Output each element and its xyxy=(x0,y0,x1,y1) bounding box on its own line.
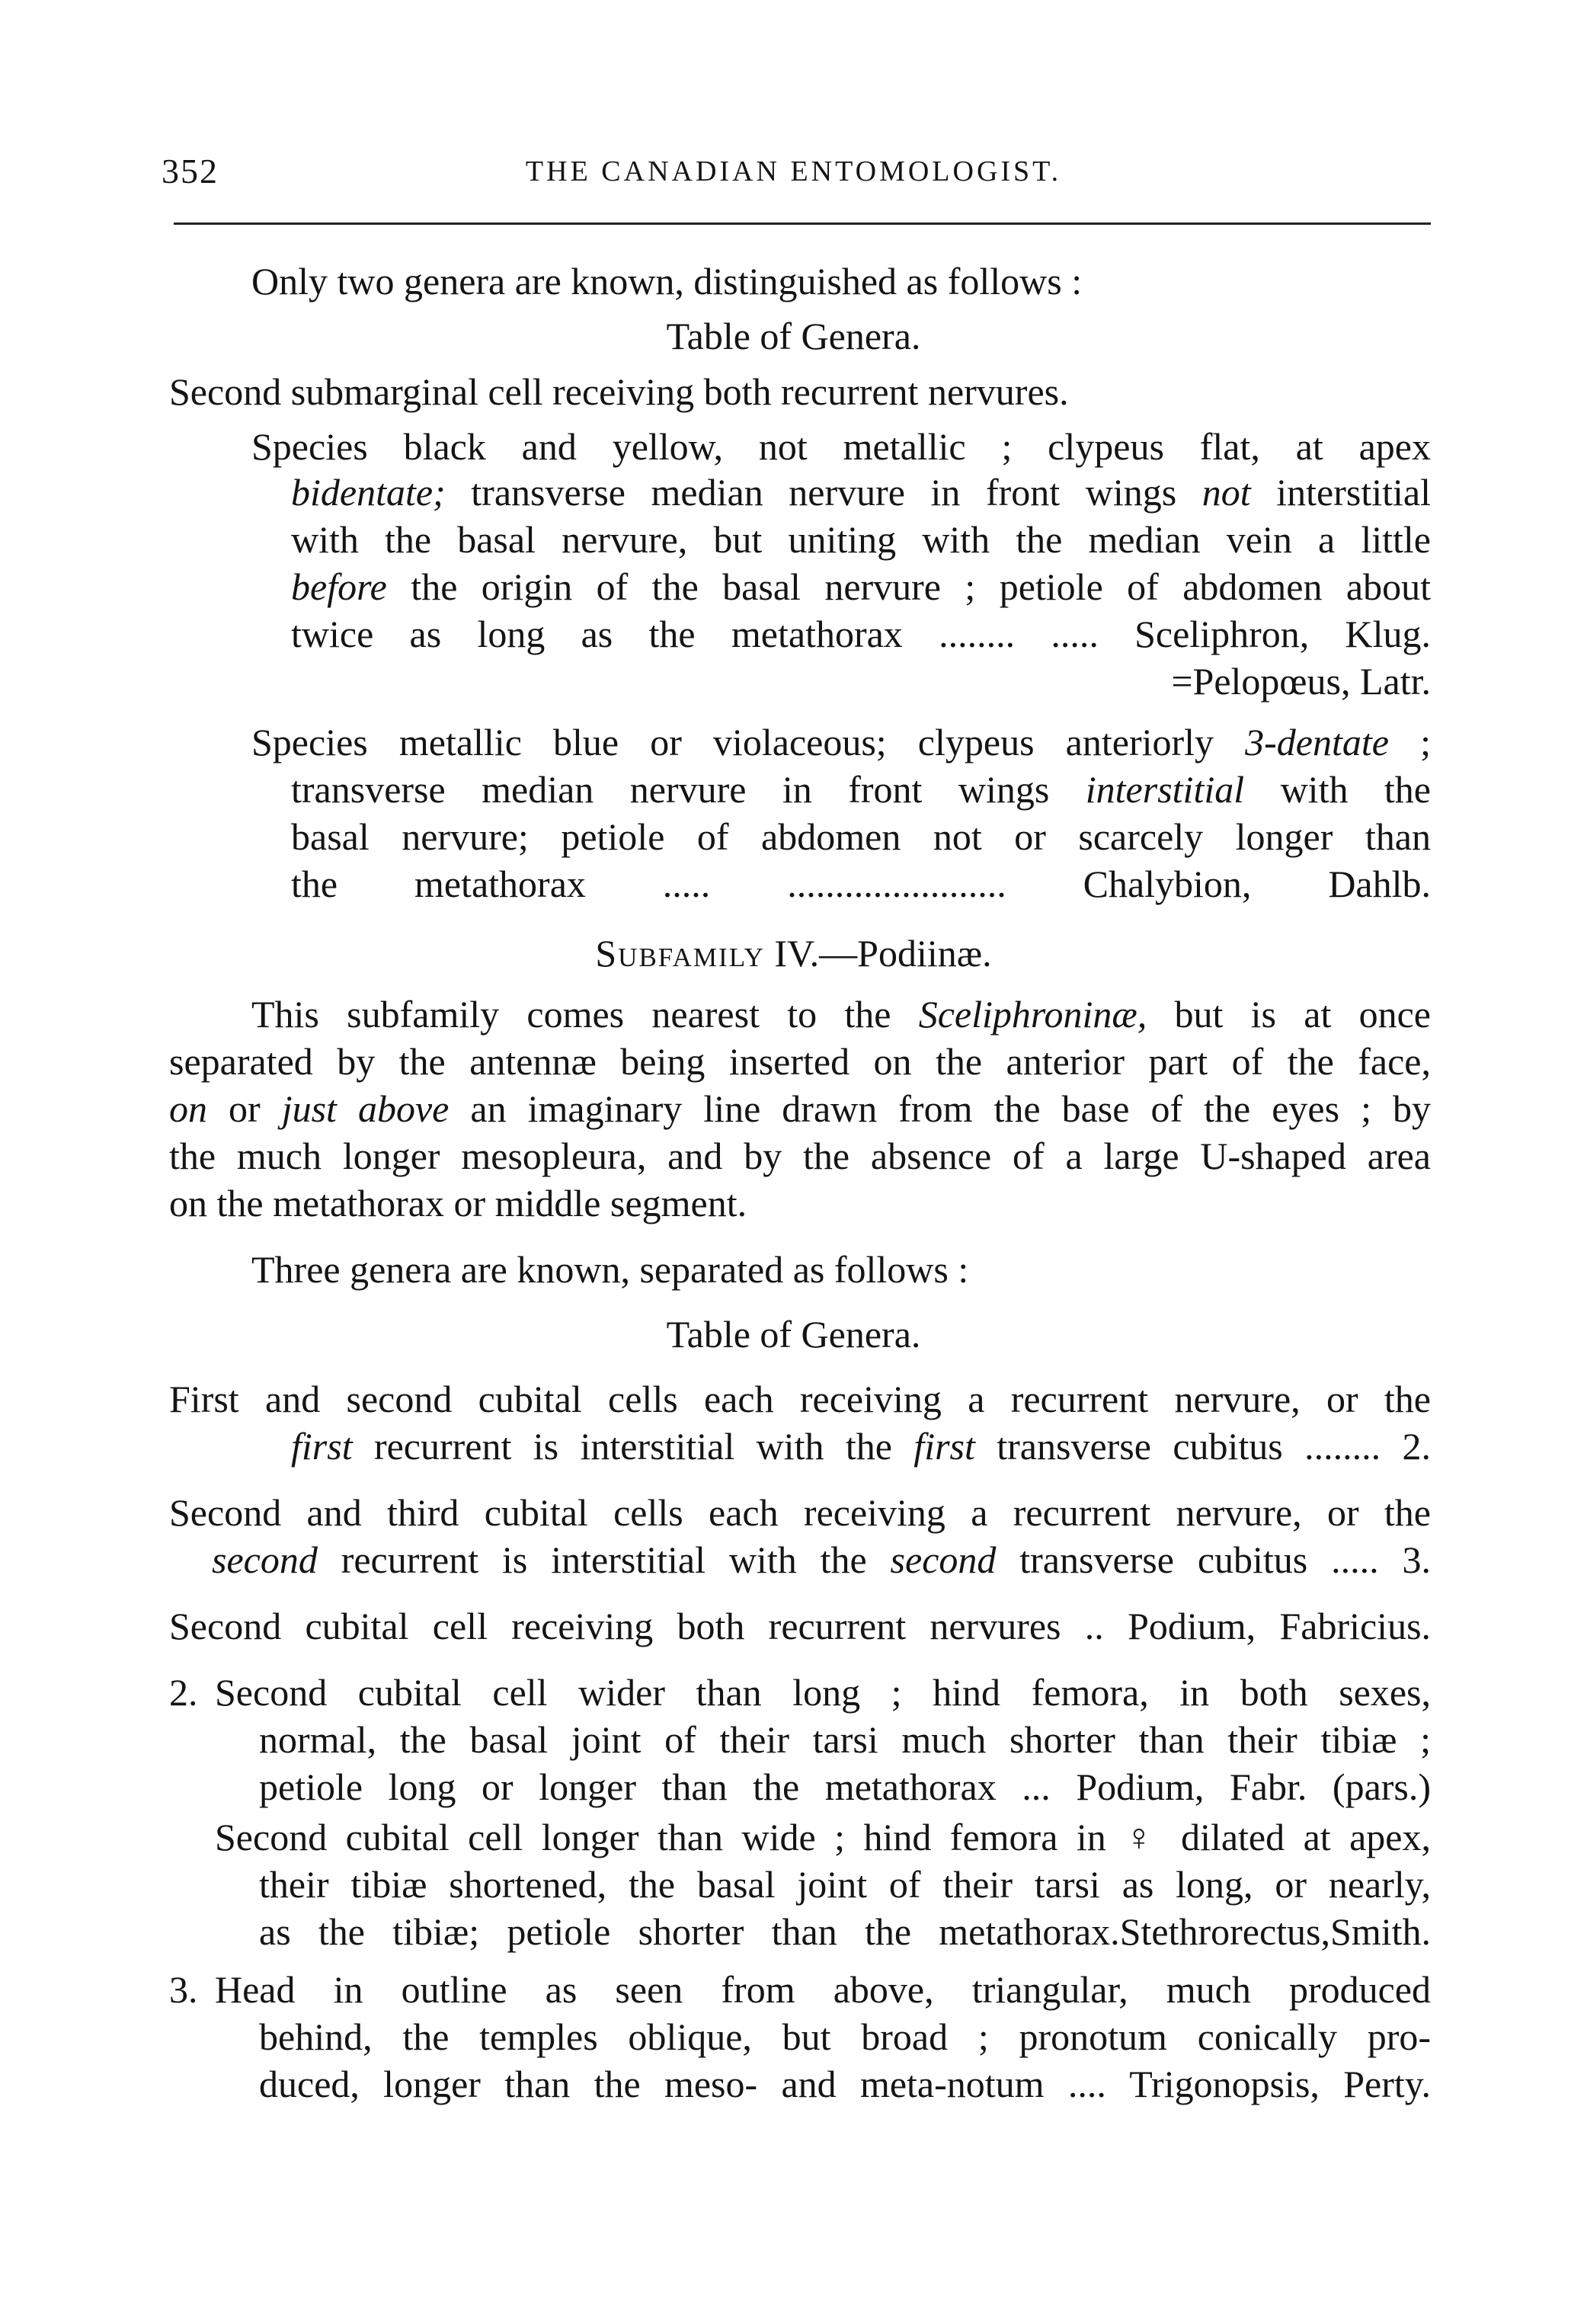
paragraph-line-5: on the metathorax or middle segment. xyxy=(169,1182,747,1224)
genus-name: Sceliphron, Klug. xyxy=(1134,613,1431,655)
key-lead-line: Second submarginal cell receiving both recurrent nervures. xyxy=(169,370,1069,413)
paragraph-line-2: separated by the antennæ being inserted on the anterior part of the face, xyxy=(169,1040,1431,1083)
paragraph-line-3: on or just above an imaginary line drawn from the base of the eyes ; by xyxy=(169,1087,1432,1130)
paragraph-line-1: This subfamily comes nearest to the Sceliphroninæ, but is at once xyxy=(251,993,1432,1036)
couplet-2b-line-2: their tibiæ shortened, the basal joint of their tarsi as long, or nearly, xyxy=(259,1863,1431,1906)
synonym-line: =Pelopœus, Latr. xyxy=(1171,660,1431,703)
key-entry-1-line-2: first recurrent is interstitial with the first transverse cubitus ........ 2. xyxy=(291,1425,1432,1468)
dot-leader: ..... xyxy=(1331,1538,1379,1581)
couplet-2b-line-3: as the tibiæ; petiole shorter than the metathorax.Stethrorectus,Smith. xyxy=(259,1910,1431,1953)
genus-name: Podium, Fabr. (pars.) xyxy=(1076,1765,1432,1808)
running-head: THE CANADIAN ENTOMOLOGIST. xyxy=(525,155,1062,187)
entry-b-line-1: Species metallic blue or violaceous; clypeus anteriorly 3-dentate ; xyxy=(251,721,1431,763)
key-entry-3: Second cubital cell receiving both recurrent nervures .. Podium, Fabricius. xyxy=(169,1605,1432,1647)
couplet-3-line-3: duced, longer than the meso- and meta-notum .... Trigonopsis, Perty. xyxy=(259,2063,1431,2105)
entry-a-line-2: bidentate; transverse median nervure in front wings not interstitial xyxy=(291,471,1431,514)
table-of-genera-title-2: Table of Genera. xyxy=(666,1313,921,1356)
entry-b-line-4: the metathorax ..... ....................... Chalybion, Dahlb. xyxy=(291,863,1432,905)
couplet-2-line-3: petiole long or longer than the metathorax ... Podium, Fabr. (pars.) xyxy=(259,1765,1432,1808)
dot-leader: ........ ..... xyxy=(939,613,1099,655)
table-of-genera-title-1: Table of Genera. xyxy=(666,315,921,357)
genus-name: Stethrorectus,Smith. xyxy=(1119,1910,1431,1953)
dot-leader: ..... ....................... xyxy=(662,863,1006,905)
dot-leader: .. xyxy=(1084,1605,1104,1647)
genus-name: Trigonopsis, Perty. xyxy=(1129,2063,1431,2105)
header-rule xyxy=(174,222,1431,225)
entry-a-line-4: before the origin of the basal nervure ; petiole of abdomen about xyxy=(291,565,1431,608)
couplet-reference: 3. xyxy=(1402,1538,1432,1581)
couplet-2-line-1: Second cubital cell wider than long ; hind femora, in both sexes, xyxy=(215,1671,1431,1714)
genus-name: Podium, Fabricius. xyxy=(1128,1605,1432,1647)
key-entry-1-line-1: First and second cubital cells each receiving a recurrent nervure, or the xyxy=(169,1378,1431,1420)
key-entry-2-line-1: Second and third cubital cells each receiving a recurrent nervure, or the xyxy=(169,1491,1431,1534)
key-entry-2-line-2: second recurrent is interstitial with the second transverse cubitus ..... 3. xyxy=(212,1538,1432,1581)
dot-leader: ... xyxy=(1022,1765,1051,1808)
paragraph-line-4: the much longer mesopleura, and by the absence of a large U-shaped area xyxy=(169,1135,1431,1177)
entry-a-line-1: Species black and yellow, not metallic ; clypeus flat, at apex xyxy=(251,425,1431,468)
couplet-2b-line-1: Second cubital cell longer than wide ; hind femora in ♀ dilated at apex, xyxy=(215,1816,1431,1858)
couplet-3-line-2: behind, the temples oblique, but broad ; pronotum conically pro- xyxy=(259,2015,1431,2058)
subfamily-heading: Subfamily IV.—Podiinæ. xyxy=(595,932,992,975)
intro-paragraph: Only two genera are known, distinguished as follows : xyxy=(251,260,1083,303)
entry-b-line-2: transverse median nervure in front wings interstitial with the xyxy=(291,768,1431,811)
page-number: 352 xyxy=(162,152,219,190)
entry-a-line-5: twice as long as the metathorax ........ ..... Sceliphron, Klug. xyxy=(291,613,1431,655)
couplet-3-number: 3. xyxy=(169,1968,198,2011)
couplet-2-number: 2. xyxy=(169,1671,198,1714)
entry-a-line-3: with the basal nervure, but uniting with the median vein a little xyxy=(291,518,1431,561)
couplet-reference: 2. xyxy=(1402,1425,1432,1468)
genus-name: Chalybion, Dahlb. xyxy=(1083,863,1432,905)
couplet-2-line-2: normal, the basal joint of their tarsi much shorter than their tibiæ ; xyxy=(259,1718,1431,1761)
couplet-3-line-1: Head in outline as seen from above, triangular, much produced xyxy=(215,1968,1431,2011)
dot-leader: ........ xyxy=(1304,1425,1381,1468)
dot-leader: .... xyxy=(1067,2063,1106,2105)
paragraph-2: Three genera are known, separated as follows : xyxy=(251,1248,969,1291)
entry-b-line-3: basal nervure; petiole of abdomen not or scarcely longer than xyxy=(291,815,1431,858)
